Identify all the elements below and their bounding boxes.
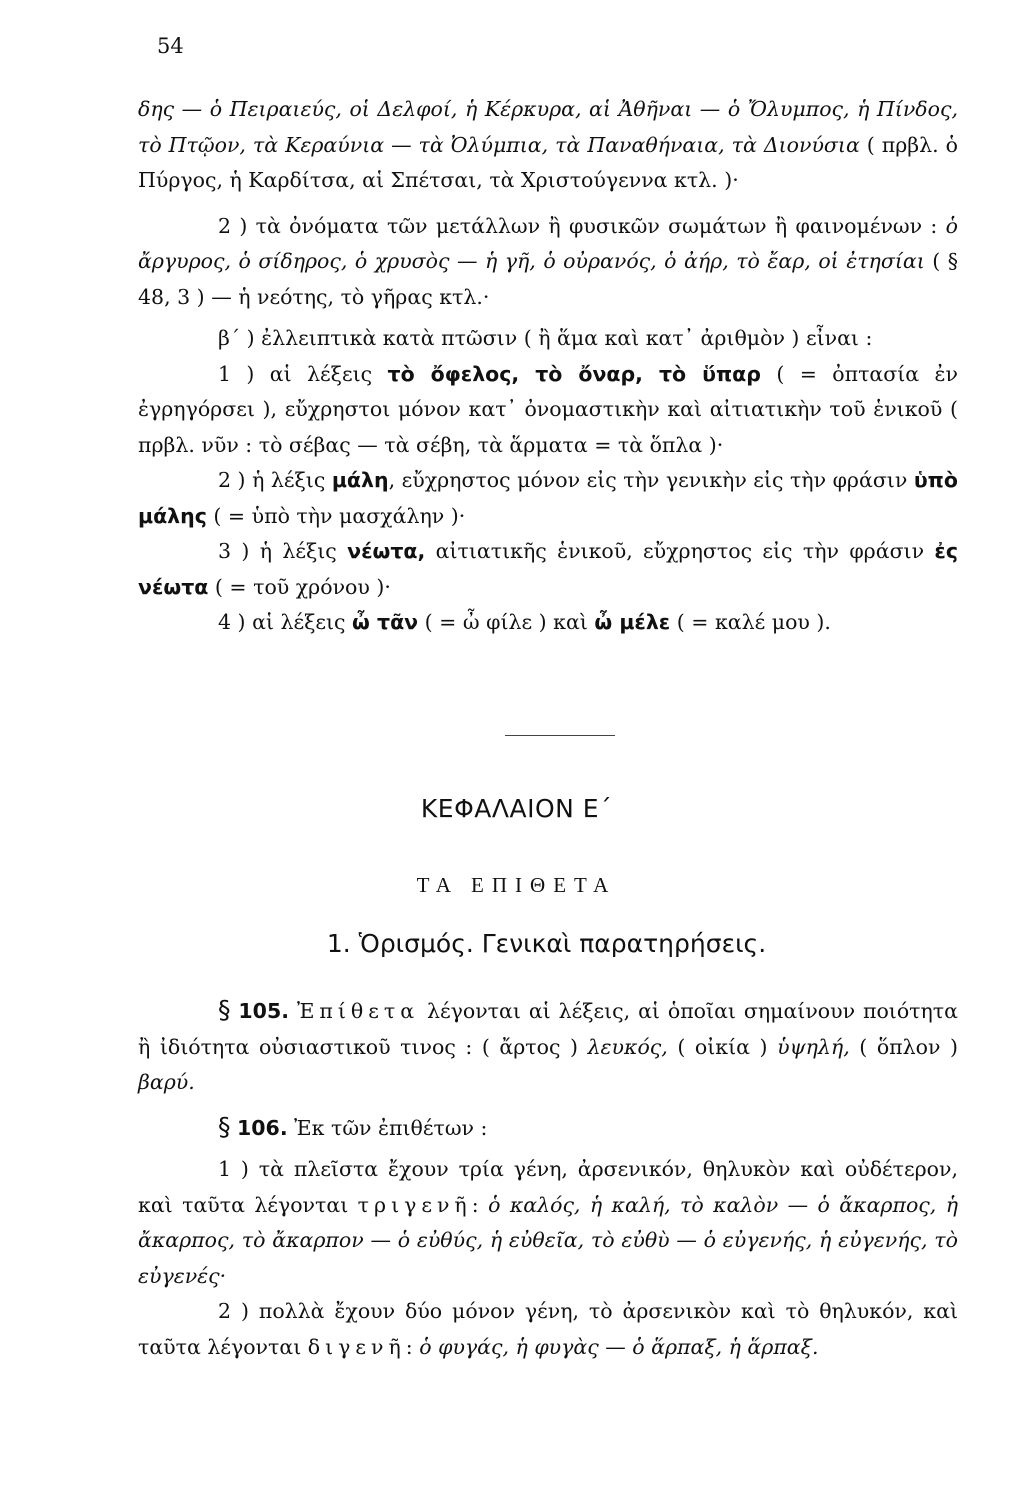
text-body: ( οἰκία ) — [677, 1034, 768, 1059]
paragraph-o-tan — [138, 605, 958, 641]
bold-term: μάλη — [331, 468, 389, 492]
text-body: ( = τοῦ χρόνου )· — [214, 574, 391, 599]
paragraph-106 — [138, 1109, 958, 1147]
text-example: βαρύ. — [138, 1070, 195, 1094]
spaced-term: τριγενῆ — [357, 1192, 472, 1217]
spaced-term: Ἐπίθετα — [296, 999, 420, 1023]
text-beta: β΄ ) ἐλλειπτικὰ κατὰ πτῶσιν ( ἢ ἅμα καὶ κατ᾽ ἀριθμὸν ) εἶναι : — [218, 326, 873, 350]
spaced-term: διγενῆ — [307, 1334, 406, 1359]
text-examples: ὁ φυγάς, ἡ φυγὰς — ὁ ἅρπαξ, ἡ ἅρπαξ. — [419, 1334, 819, 1359]
section-mark: § — [218, 995, 231, 1024]
paragraph-neota — [138, 534, 958, 605]
text-label: 3 ) ἡ λέξις — [218, 539, 337, 563]
text-example: ὑψηλή, — [777, 1034, 850, 1059]
text-body: αἰτιατικῆς ἑνικοῦ, εὔχρηστος εἰς τὴν φράσιν — [435, 539, 925, 563]
divider-rule — [505, 735, 615, 736]
text-body: ( = καλέ μου ). — [676, 610, 831, 634]
text-body: 1 ) τὰ πλεῖστα ἔχουν τρία γένη, ἀρσενικόν, θηλυκὸν καὶ οὐδέτερον, καὶ ταῦτα λέγονται — [138, 1157, 958, 1217]
paragraph-105 — [138, 992, 958, 1101]
bold-term: ὦ μέλε — [594, 610, 671, 634]
text-examples: ὁ καλός, ἡ καλή, τὸ καλὸν — ὁ ἄκαρπος, ἡ ἄκαρπος, τὸ ἄκαρπον — ὁ εὐθύς, ἡ εὐθεῖα, τὸ εὐθὺ — ὁ εὐγενής, ἡ εὐγενής, τὸ εὐγενές· — [138, 1192, 958, 1288]
top-section — [138, 92, 958, 641]
text-item-2: 2 ) τὰ ὀνόματα τῶν μετάλλων ἢ φυσικῶν σωμάτων ἢ φαινομένων : — [218, 213, 938, 238]
bold-term: ὦ τᾶν — [352, 610, 419, 634]
text-body: ( = ὑπὸ τὴν μασχάλην )· — [213, 503, 466, 528]
section-mark: § — [218, 1111, 231, 1141]
text-body: ( = ὀπτασία ἐν ἐγρηγόρσει ), εὔχρηστοι μόνον κατ᾽ ὀνομαστικὴν καὶ αἰτιατικὴν τοῦ ἑνικοῦ ( πρβλ. νῦν : τὸ σέβας — τὰ σέβη, τὰ ἅρματα = τὰ ὅπλα )· — [138, 361, 958, 457]
text-body: 2 ) πολλὰ ἔχουν δύο μόνον γένη, τὸ ἀρσενικὸν καὶ τὸ θηλυκόν, καὶ ταῦτα λέγονται — [138, 1299, 958, 1359]
bold-term: ὑπὸ μάλης — [138, 468, 958, 528]
chapter-subheading: ΤΑ ΕΠΙΘΕΤΑ — [416, 873, 617, 897]
bold-term: ἐς νέωτα — [138, 539, 958, 599]
text-body: λέγονται αἱ λέξεις, αἱ ὁποῖαι σημαίνουν ποιότητα ἢ ἰδιότητα οὐσιαστικοῦ τινος : ( ἄρτος ) — [138, 999, 958, 1059]
text-compare: ( πρβλ. ὁ Πύργος, ἡ Καρδίτσα, αἱ Σπέτσαι, τὰ Χριστούγεννα κτλ. )· — [138, 132, 958, 192]
paragraph-106-item-2 — [138, 1294, 958, 1365]
paragraph-elliptic — [138, 321, 958, 357]
paragraph-place-names — [138, 92, 958, 199]
section-number: 105. — [238, 999, 290, 1023]
section-title: 1. Ὁρισμός. Γενικαὶ παρατηρήσεις. — [326, 929, 767, 958]
bold-term: τὸ ὄφελος, τὸ ὄναρ, τὸ ὕπαρ — [387, 361, 761, 386]
text-label: 4 ) αἱ λέξεις — [218, 610, 346, 634]
text-body: Ἐκ τῶν ἐπιθέτων : — [294, 1115, 488, 1140]
text-body: ( = ὦ φίλε ) καὶ — [424, 610, 588, 634]
text-examples: ὁ ἄργυρος, ὁ σίδηρος, ὁ χρυσὸς — ἡ γῆ, ὁ οὐρανός, ὁ ἀήρ, τὸ ἔαρ, οἱ ἐτησίαι — [138, 213, 958, 273]
bold-term: νέωτα, — [347, 539, 426, 563]
text-body: , εὔχρηστος μόνον εἰς τὴν γενικὴν εἰς τὴν φράσιν — [388, 468, 908, 492]
chapter-heading: ΚΕΦΑΛΑΙΟΝ Ε΄ — [420, 794, 613, 823]
page-number: 54 — [157, 34, 184, 58]
section-number: 106. — [237, 1115, 288, 1140]
text-reference: ( § 48, 3 ) — ἡ νεότης, τὸ γῆρας κτλ.· — [138, 249, 958, 309]
paragraph-metals — [138, 209, 958, 316]
paragraph-106-item-1 — [138, 1152, 958, 1294]
text-colon: : — [471, 1192, 479, 1217]
text-label: 1 ) αἱ λέξεις — [218, 361, 373, 386]
text-examples: δης — ὁ Πειραιεύς, οἱ Δελφοί, ἡ Κέρκυρα, αἱ Ἀθῆναι — ὁ Ὄλυμπος, ἡ Πίνδος, τὸ Πτῷον, τὰ Κεραύνια — τὰ Ὀλύμπια, τὰ Παναθήναια, τὰ Διονύσια — [138, 97, 958, 157]
paragraph-ofelos — [138, 357, 958, 464]
paragraph-mali — [138, 463, 958, 534]
section-105 — [138, 992, 958, 1365]
text-example: λευκός, — [587, 1034, 668, 1059]
text-label: 2 ) ἡ λέξις — [218, 468, 326, 492]
text-body: ( ὅπλον ) — [859, 1034, 959, 1059]
text-colon: : — [405, 1334, 413, 1359]
